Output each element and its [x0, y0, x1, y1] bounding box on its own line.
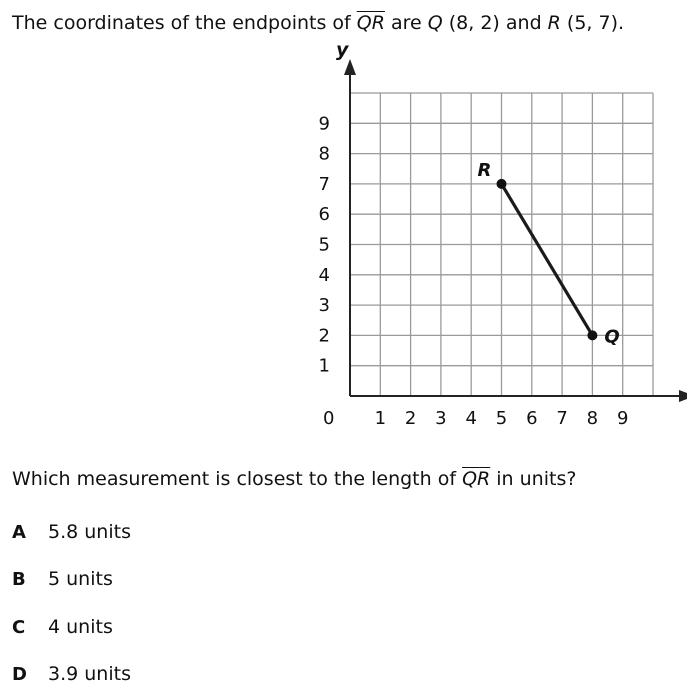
- y-tick-label: 3: [318, 295, 330, 317]
- point-label-r: R: [477, 159, 492, 181]
- segment-qr: [502, 184, 593, 336]
- y-tick-label: 6: [318, 204, 330, 226]
- problem-statement: [12, 10, 624, 36]
- x-tick-label: 1: [374, 408, 387, 429]
- question: [12, 466, 576, 492]
- point-r: [497, 179, 507, 189]
- point-q-name: Q: [427, 12, 443, 34]
- choice-letter: A: [12, 522, 26, 543]
- y-tick-label: 8: [318, 143, 330, 165]
- choice-letter: C: [12, 617, 26, 638]
- point-label-q: Q: [604, 326, 620, 348]
- choice-letter: D: [12, 664, 27, 685]
- y-tick-label: 9: [318, 113, 330, 135]
- point-r-name: R: [547, 12, 561, 34]
- y-tick-label: 5: [318, 234, 330, 256]
- x-tick-label: 7: [556, 408, 568, 429]
- choice-text: 5 units: [48, 568, 113, 590]
- y-tick-label: 4: [318, 264, 330, 286]
- prompt-conj: and: [499, 12, 548, 34]
- y-tick-label: 1: [318, 355, 330, 377]
- x-tick-label: 3: [435, 408, 447, 429]
- choice-letter: B: [12, 569, 26, 590]
- segment-qr-label: $\overline{QR}$: [356, 12, 385, 34]
- x-tick-label: 9: [616, 408, 629, 429]
- x-tick-label: 8: [586, 408, 599, 429]
- choice-text: 5.8 units: [48, 521, 131, 543]
- y-tick-label: 2: [318, 325, 330, 347]
- x-axis-arrow: [679, 390, 687, 402]
- x-tick-label: 4: [465, 408, 477, 429]
- choice-c[interactable]: [12, 613, 113, 641]
- y-tick-label: 7: [318, 173, 330, 195]
- point-q: [587, 330, 597, 340]
- y-axis-label: y: [336, 39, 349, 61]
- x-tick-label: 2: [404, 408, 417, 429]
- x-tick-label: 5: [495, 408, 508, 429]
- question-tail: in units?: [490, 468, 577, 490]
- y-axis-arrow: [344, 59, 356, 75]
- choice-a[interactable]: [12, 518, 131, 546]
- choice-b[interactable]: [12, 565, 113, 593]
- x-tick-label: 6: [526, 408, 538, 429]
- choice-text: 3.9 units: [48, 663, 131, 685]
- question-lead: Which measurement is closest to the length of: [12, 468, 463, 490]
- prompt-lead: The coordinates of the endpoints of: [12, 12, 357, 34]
- question-segment-label: $\overline{QR}$: [462, 468, 491, 490]
- point-q-coords: (8, 2): [442, 12, 500, 34]
- origin-label: 0: [323, 408, 335, 429]
- prompt-mid: are: [384, 12, 428, 34]
- choice-d[interactable]: [12, 660, 131, 688]
- choice-text: 4 units: [48, 616, 113, 638]
- coordinate-grid: [290, 39, 680, 434]
- point-r-coords: (5, 7).: [560, 12, 625, 34]
